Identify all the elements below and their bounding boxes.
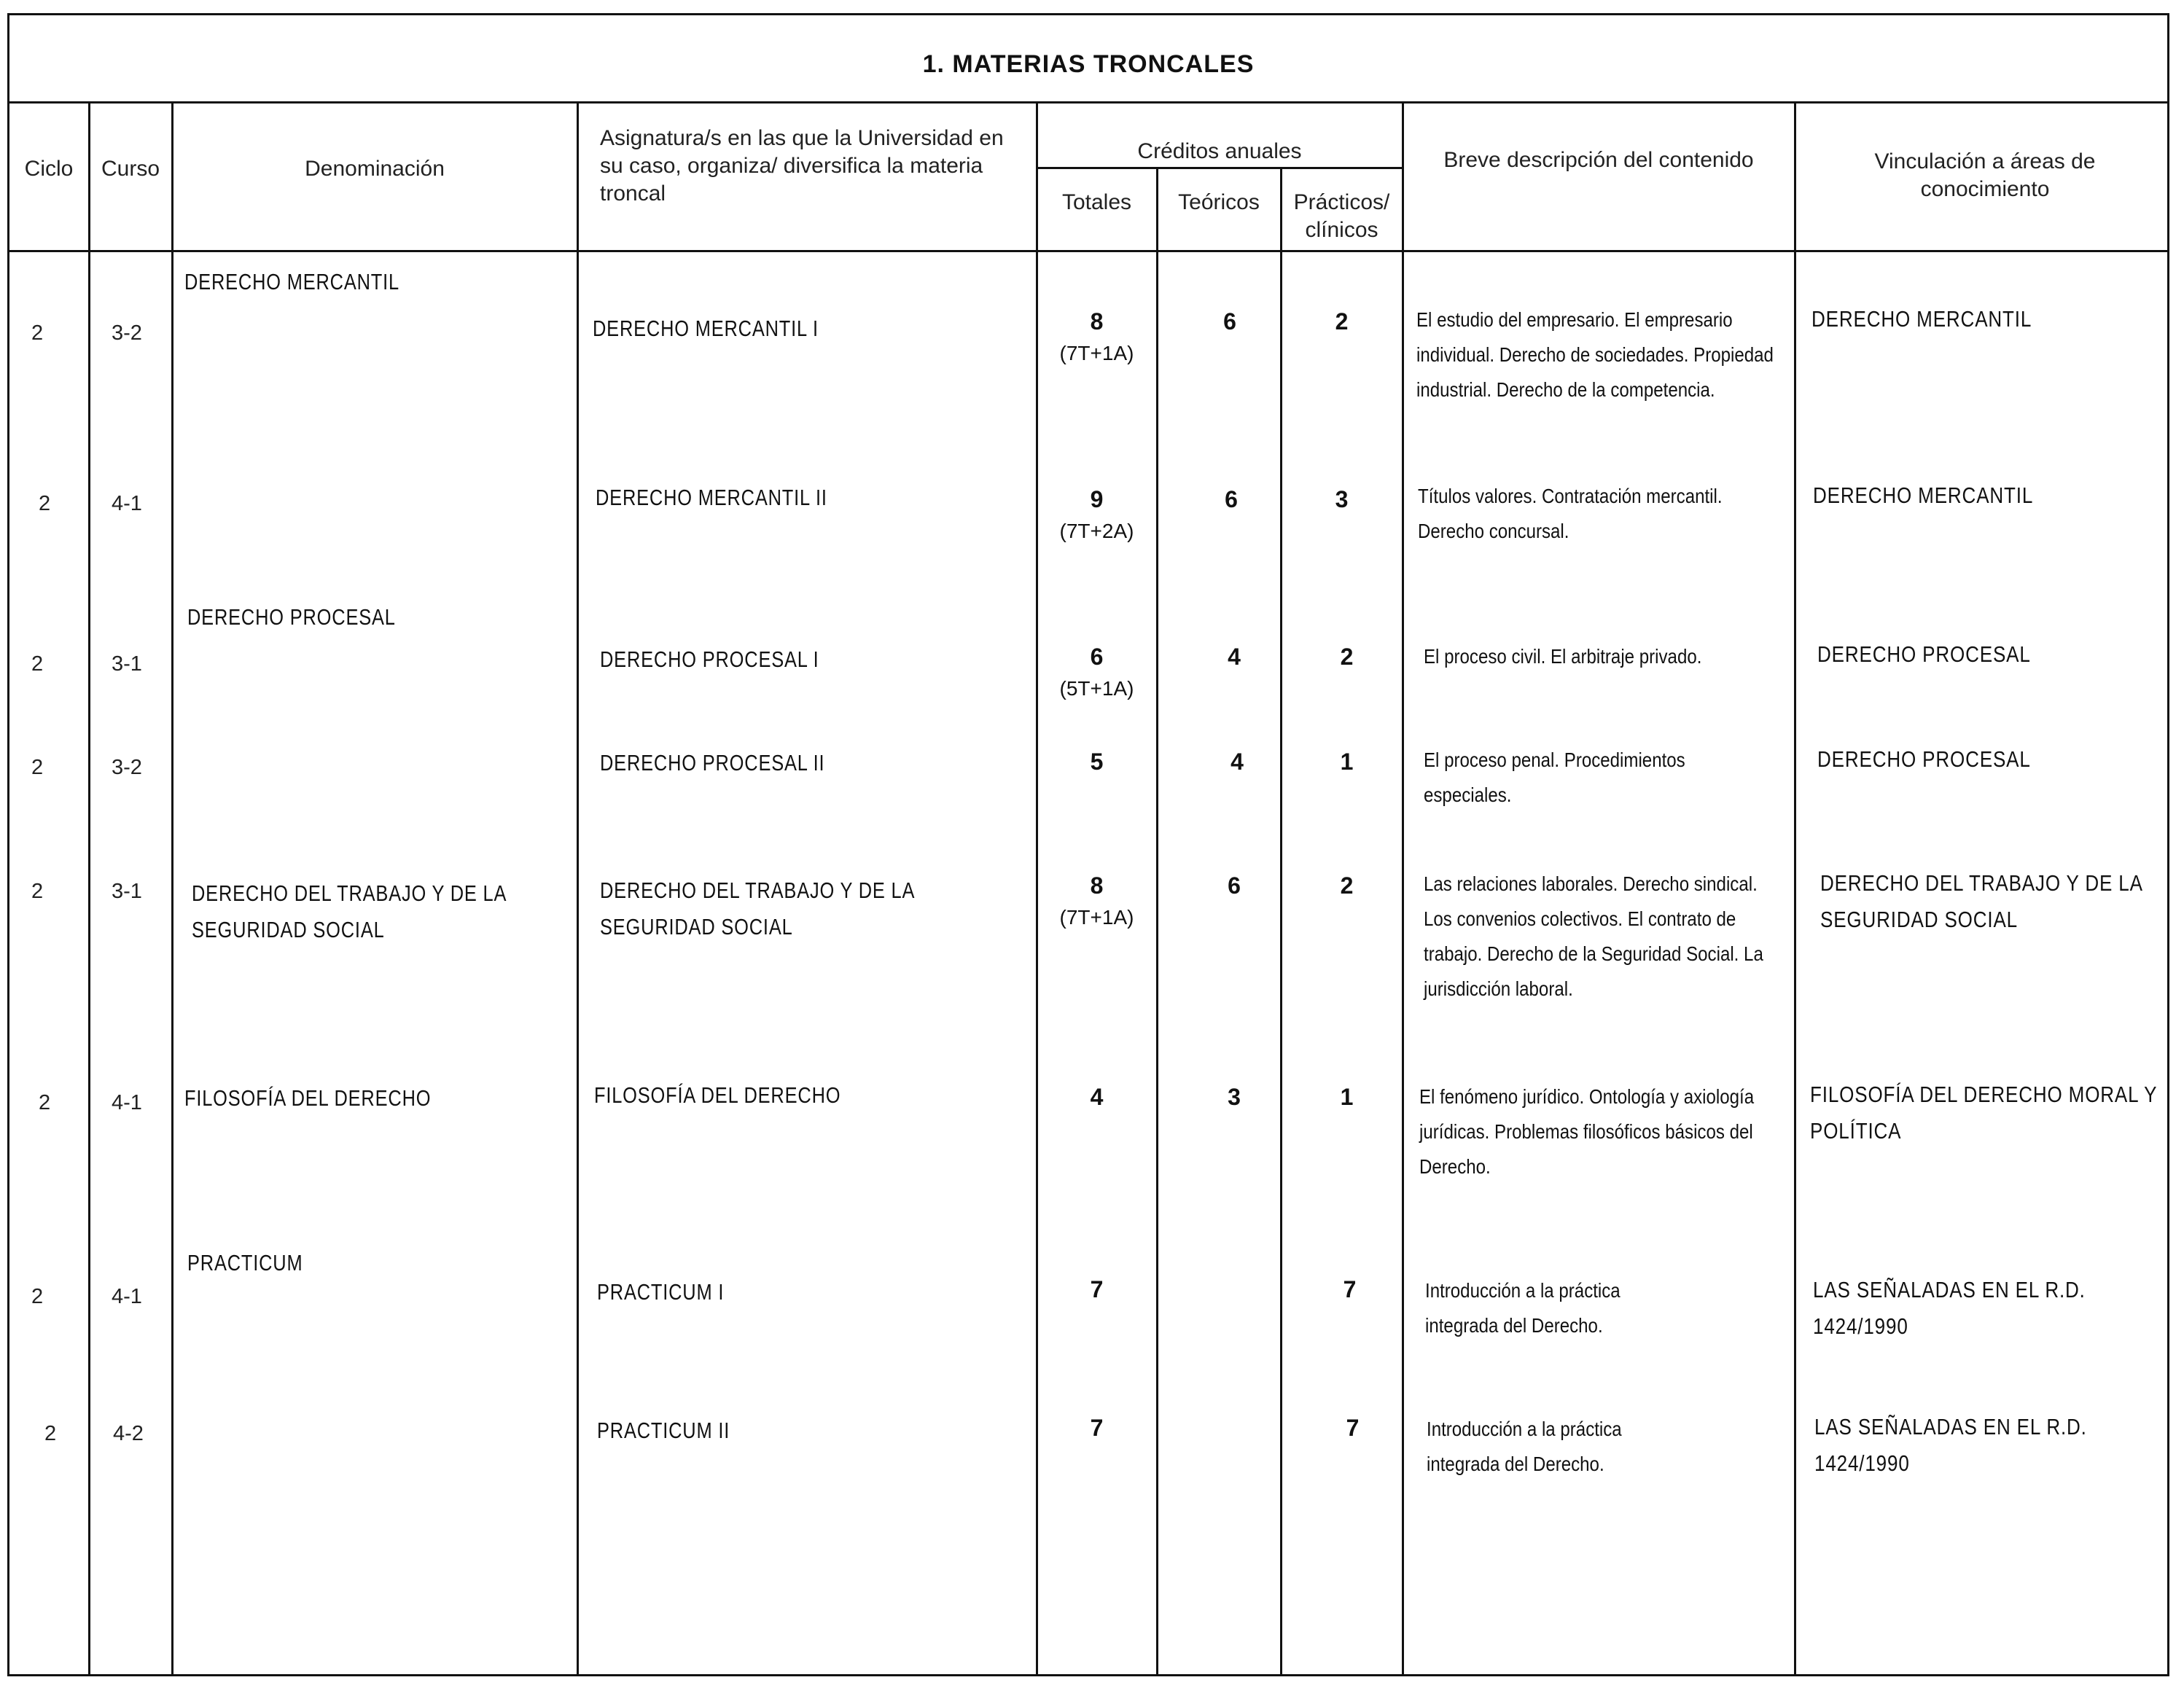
rule-under-creditos [1036,167,1402,169]
row3-practicos: 2 [1340,644,1354,670]
row5-curso: 3-1 [112,880,142,903]
row2-vinculacion: DERECHO MERCANTIL [1813,482,2034,508]
table-frame [7,13,2169,1676]
header-curso: Curso [101,157,160,181]
header-denominacion: Denominación [305,157,445,181]
row6-descripcion: El fenómeno jurídico. Ontología y axiología jurídicas. Problemas filosóficos básicos del Derecho. [1419,1085,1755,1178]
row3-totales-sub: (5T+1A) [1059,677,1134,700]
row8-descripcion: Introducción a la práctica integrada del Derecho. [1427,1418,1622,1475]
row5-teoricos: 6 [1228,872,1241,899]
col-rule-2 [171,101,173,1674]
row8-totales: 7 [1090,1415,1104,1441]
row4-descripcion: El proceso penal. Procedimientos especiales. [1424,749,1685,806]
col-rule-5 [1156,167,1158,1674]
row6-totales: 4 [1090,1084,1104,1110]
row5-totales-sub: (7T+1A) [1059,906,1134,929]
col-rule-3 [577,101,579,1674]
row7-practicos: 7 [1343,1276,1357,1302]
row7-ciclo: 2 [31,1285,44,1308]
row4-asignatura: DERECHO PROCESAL II [600,750,825,775]
row5-vinculacion: DERECHO DEL TRABAJO Y DE LA SEGURIDAD SOCIAL [1820,870,2142,932]
row7-curso: 4-1 [112,1285,142,1308]
row4-practicos: 1 [1340,749,1354,775]
col-rule-8 [1794,101,1796,1674]
row2-totales-sub: (7T+2A) [1059,520,1134,542]
header-asignaturas: Asignatura/s en las que la Universidad en su caso, organiza/ diversifica la materia troncal [600,126,1004,206]
row3-asignatura: DERECHO PROCESAL I [600,646,819,672]
row2-asignatura: DERECHO MERCANTIL II [596,485,827,510]
row1-totales: 8 [1090,308,1104,335]
row7-totales: 7 [1090,1276,1104,1302]
row5-descripcion: Las relaciones laborales. Derecho sindical. Los convenios colectivos. El contrato de trabajo. Derecho de la Seguridad Social. La jurisdicción laboral. [1424,872,1763,1000]
header-descripcion: Breve descripción del contenido [1443,148,1754,172]
row6-practicos: 1 [1340,1084,1354,1110]
row4-curso: 3-2 [112,756,142,779]
col-rule-1 [88,101,90,1674]
row5-denominacion: DERECHO DEL TRABAJO Y DE LA SEGURIDAD SOCIAL [192,880,506,942]
row2-totales: 9 [1090,486,1104,512]
row6-asignatura: FILOSOFÍA DEL DERECHO [594,1082,841,1108]
row7-vinculacion: LAS SEÑALADAS EN EL R.D. 1424/1990 [1813,1277,2086,1339]
row1-totales-sub: (7T+1A) [1059,342,1134,364]
row3-descripcion: El proceso civil. El arbitraje privado. [1424,645,1702,668]
row3-ciclo: 2 [31,652,44,676]
row2-ciclo: 2 [39,492,51,515]
header-ciclo: Ciclo [24,157,74,181]
row8-ciclo: 2 [44,1422,57,1445]
row1-curso: 3-2 [112,321,142,345]
header-teoricos: Teóricos [1178,190,1260,214]
header-vinculacion: Vinculación a áreas de conocimiento [1874,149,2096,201]
row3-curso: 3-1 [112,652,142,676]
row6-denominacion: FILOSOFÍA DEL DERECHO [184,1085,432,1111]
row4-totales: 5 [1090,749,1104,775]
row4-teoricos: 4 [1231,749,1244,775]
row1-denominacion: DERECHO MERCANTIL [184,269,400,294]
row7-descripcion: Introducción a la práctica integrada del Derecho. [1425,1279,1621,1337]
header-creditos-anuales: Créditos anuales [1137,139,1302,163]
row5-totales: 8 [1090,872,1104,899]
header-totales: Totales [1061,190,1132,214]
row6-ciclo: 2 [39,1091,51,1114]
row6-teoricos: 3 [1228,1084,1241,1110]
row3-totales: 6 [1090,644,1104,670]
row8-asignatura: PRACTICUM II [597,1418,730,1443]
col-rule-6 [1280,167,1282,1674]
row7-denominacion: PRACTICUM [187,1250,303,1275]
table-title: 1. MATERIAS TRONCALES [922,50,1255,78]
row8-practicos: 7 [1346,1415,1360,1441]
row2-curso: 4-1 [112,492,142,515]
row1-descripcion: El estudio del empresario. El empresario individual. Derecho de sociedades. Propiedad industrial. Derecho de la competencia. [1416,308,1774,401]
rule-under-header [9,250,2167,252]
row4-vinculacion: DERECHO PROCESAL [1817,746,2031,772]
row5-practicos: 2 [1340,872,1354,899]
row1-teoricos: 6 [1223,308,1236,335]
row5-ciclo: 2 [31,880,44,903]
row4-ciclo: 2 [31,756,44,779]
header-practicos: Prácticos/ clínicos [1293,190,1390,242]
row1-practicos: 2 [1335,308,1349,335]
row1-vinculacion: DERECHO MERCANTIL [1811,306,2032,332]
row8-vinculacion: LAS SEÑALADAS EN EL R.D. 1424/1990 [1814,1414,2087,1476]
row3-teoricos: 4 [1228,644,1241,670]
row2-descripcion: Títulos valores. Contratación mercantil. Derecho concursal. [1418,485,1723,542]
rule-under-title [9,101,2167,103]
row1-ciclo: 2 [31,321,44,345]
row6-curso: 4-1 [112,1091,142,1114]
row2-practicos: 3 [1335,486,1349,512]
row3-denominacion: DERECHO PROCESAL [187,604,396,630]
row6-vinculacion: FILOSOFÍA DEL DERECHO MORAL Y POLÍTICA [1810,1082,2157,1144]
row5-asignatura: DERECHO DEL TRABAJO Y DE LA SEGURIDAD SOCIAL [600,878,914,939]
row1-asignatura: DERECHO MERCANTIL I [593,316,819,341]
row8-curso: 4-2 [113,1422,144,1445]
row3-vinculacion: DERECHO PROCESAL [1817,641,2031,667]
row2-teoricos: 6 [1225,486,1238,512]
row7-asignatura: PRACTICUM I [597,1279,725,1305]
